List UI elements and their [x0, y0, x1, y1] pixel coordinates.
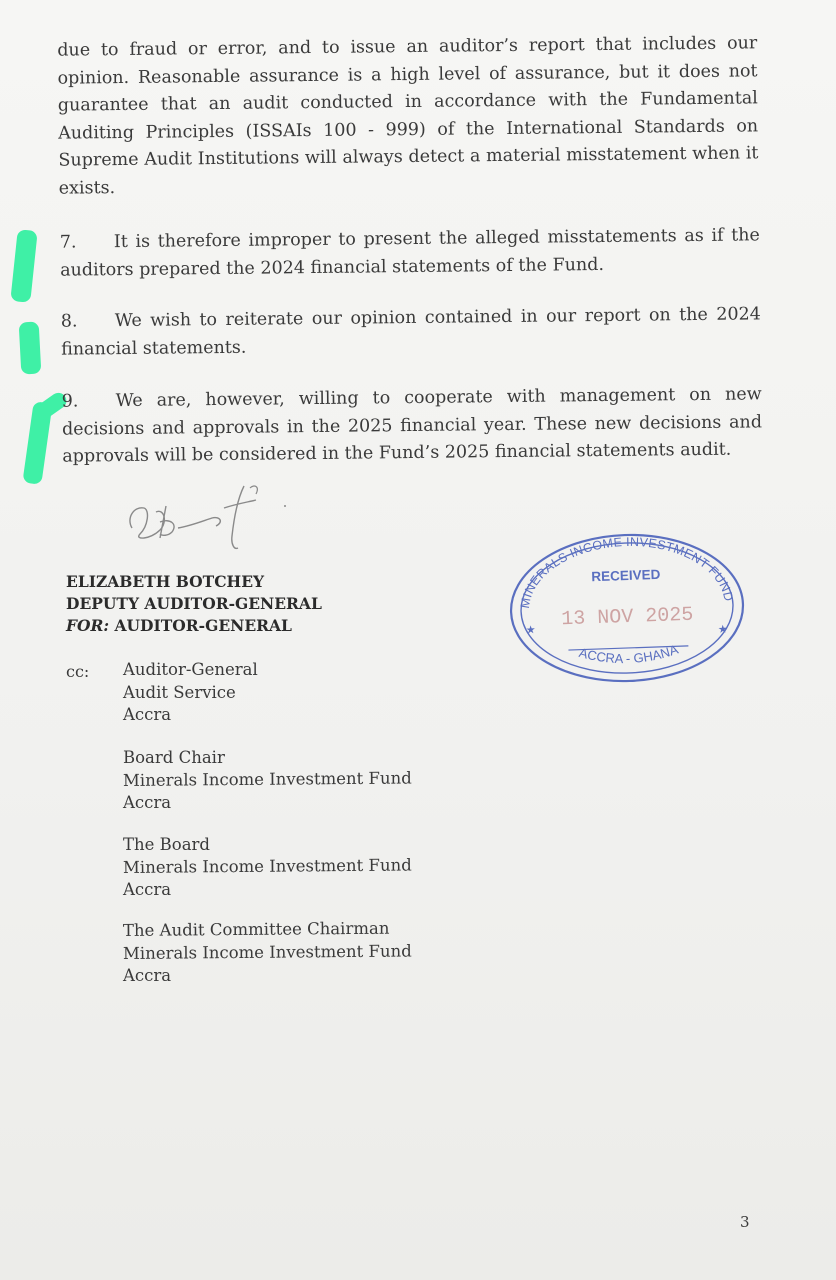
intro-paragraph-text: due to fraud or error, and to issue an auditor’s report that includes our opinion. Reasonable assurance is a high level of assurance, but it does not guarantee that an audit conducted in accordance with the Fundamental Auditing Principles (ISSAIs 100 - 999) of the International Standards on Supreme Audit Institutions will always detect a material misstatement when it exists. — [57, 33, 759, 199]
signatory-name: ELIZABETH BOTCHEY — [66, 572, 265, 591]
cc-recipient-line: Minerals Income Investment Fund — [122, 854, 412, 877]
cc-recipient-line: The Audit Committee Chairman — [122, 918, 390, 940]
cc-recipient — [123, 747, 412, 815]
cc-recipient-line: Accra — [123, 880, 172, 899]
highlight-mark-para-7 — [10, 229, 37, 303]
page-number: 3 — [740, 1213, 750, 1231]
cc-recipient-line: Board Chair — [123, 748, 225, 767]
stamp-star-icon: ★ — [717, 622, 728, 636]
paragraph-7 — [60, 222, 761, 284]
highlight-mark-para-8 — [19, 322, 42, 375]
stamp-received-text: RECEIVED — [591, 566, 661, 585]
paragraph-number: 9. — [61, 391, 79, 412]
cc-recipient-line: Accra — [123, 705, 172, 724]
signatory-block — [66, 571, 322, 637]
for-prefix: FOR: — [66, 616, 110, 635]
intro-paragraph — [57, 30, 759, 202]
cc-recipient-line: Accra — [123, 966, 172, 985]
cc-recipient-line: Accra — [123, 793, 172, 812]
cc-recipient — [123, 920, 412, 988]
paragraph-number: 7. — [59, 232, 77, 253]
paragraph-9 — [62, 381, 763, 471]
cc-recipient — [123, 659, 258, 727]
stamp-date: 13 NOV 2025 — [560, 603, 694, 632]
handwritten-signature — [120, 478, 295, 558]
cc-recipient — [123, 834, 412, 902]
cc-recipient-line: Auditor-General — [123, 660, 258, 679]
cc-recipient-line: The Board — [123, 835, 210, 854]
stamp-bottom-text: ACCRA - GHANA — [577, 641, 681, 667]
paragraph-number: 8. — [60, 311, 78, 332]
paragraph-8 — [61, 301, 762, 363]
cc-recipient-line: Minerals Income Investment Fund — [122, 940, 412, 963]
signatory-for-line — [66, 615, 322, 637]
paragraph-text: We are, however, willing to cooperate with management on new decisions and approvals in the 2025 financial year. These new decisions and approvals will be considered in the Fund’s 2025 financial statements audit. — [61, 384, 763, 467]
cc-label: cc: — [66, 662, 90, 681]
cc-recipient-line: Minerals Income Investment Fund — [122, 767, 412, 790]
stamp-star-icon: ★ — [525, 623, 536, 637]
cc-recipient-line: Audit Service — [123, 682, 236, 702]
signatory-title: DEPUTY AUDITOR-GENERAL — [66, 594, 322, 613]
paragraph-text: We wish to reiterate our opinion contained in our report on the 2024 financial statements. — [61, 304, 761, 360]
stamp-top-text: MINERALS INCOME INVESTMENT FUND — [517, 534, 736, 610]
for-text: AUDITOR-GENERAL — [114, 616, 292, 635]
paragraph-text: It is therefore improper to present the alleged misstatements as if the auditors prepared the 2024 financial statements of the Fund. — [60, 225, 760, 281]
received-stamp — [504, 526, 749, 689]
svg-text:ACCRA - GHANA — [577, 641, 681, 667]
